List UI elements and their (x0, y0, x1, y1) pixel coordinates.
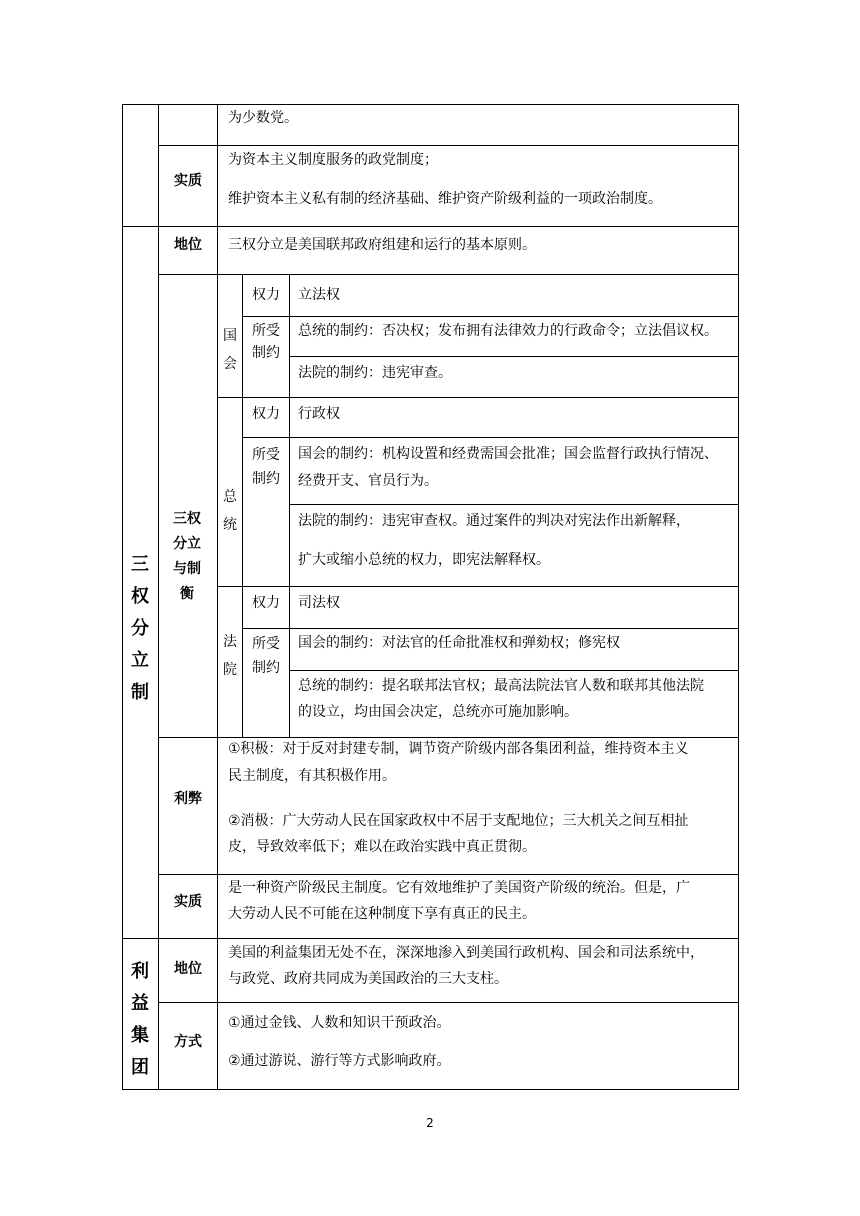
court-check-1: 国会的制约：对法官的任命批准权和弹劾权；修宪权 (298, 635, 620, 651)
court-power-cell (289, 586, 739, 629)
separation-essence-label: 实质 (174, 894, 202, 910)
court-name: 法院 (223, 634, 237, 678)
congress-check-1: 总统的制约：否决权；发布拥有法律效力的行政命令；立法倡议权。 (298, 323, 718, 339)
party-essence-line-2: 维护资本主义私有制的经济基础、维护资产阶级利益的一项政治制度。 (228, 191, 662, 207)
separation-essence-line-1: 是一种资产阶级民主制度。它有效地维护了美国资产阶级的统治。但是，广 (228, 880, 690, 896)
separation-position-label: 地位 (174, 237, 202, 253)
congress-name: 国会 (223, 328, 237, 372)
president-checked-label: 所受制约 (252, 447, 280, 487)
party-section-title-cell (122, 104, 159, 227)
pros-cons-line-1: ①积极：对于反对封建专制，调节资产阶级内部各集团利益，维持资本主义 (228, 741, 689, 757)
separation-title: 三权分立制 (131, 554, 149, 703)
interest-position-label: 地位 (174, 961, 202, 977)
congress-power-cell (289, 274, 739, 317)
page-number: 2 (426, 1116, 434, 1130)
court-power: 司法权 (298, 595, 340, 611)
checks-label: 三权分立与制衡 (173, 511, 201, 602)
congress-checked-label: 所受制约 (252, 323, 280, 361)
separation-essence-line-2: 大劳动人民不可能在这种制度下享有真正的民主。 (228, 906, 536, 922)
president-check-2-line-1: 法院的制约：违宪审查权。通过案件的判决对宪法作出新解释， (298, 513, 690, 529)
court-power-label: 权力 (252, 595, 280, 611)
interest-groups-title: 利益集团 (131, 961, 149, 1078)
court-checked-label: 所受制约 (252, 636, 280, 676)
court-check-2-line-2: 的设立，均由国会决定，总统亦可施加影响。 (298, 704, 578, 720)
president-check-2-line-2: 扩大或缩小总统的权力，即宪法解释权。 (298, 552, 550, 568)
president-name: 总统 (223, 489, 237, 533)
congress-power: 立法权 (298, 287, 340, 303)
pros-cons-line-4: 皮，导致效率低下；难以在政治实践中真正贯彻。 (228, 839, 536, 855)
interest-position-line-2: 与政党、政府共同成为美国政治的三大支柱。 (228, 971, 508, 987)
pros-cons-line-2: 民主制度，有其积极作用。 (228, 768, 396, 784)
separation-position-text: 三权分立是美国联邦政府组建和运行的基本原则。 (228, 237, 536, 253)
president-power: 行政权 (298, 406, 340, 422)
court-check-2-line-1: 总统的制约：提名联邦法官权；最高法院法官人数和联邦其他法院 (298, 678, 704, 694)
president-power-label: 权力 (252, 406, 280, 422)
congress-power-label: 权力 (252, 287, 280, 303)
party-essence-line-1: 为资本主义制度服务的政党制度； (228, 152, 438, 168)
party-row1-text: 为少数党。 (228, 110, 298, 126)
president-check-1-line-1: 国会的制约：机构设置和经费需国会批准；国会监督行政执行情况、 (298, 446, 718, 462)
interest-position-line-1: 美国的利益集团无处不在，深深地渗入到美国行政机构、国会和司法系统中， (228, 945, 704, 961)
interest-methods-line-1: ①通过金钱、人数和知识干预政治。 (228, 1015, 451, 1031)
president-check-1-line-2: 经费开支、官员行为。 (298, 473, 438, 489)
pros-cons-label: 利弊 (174, 791, 202, 807)
pros-cons-line-3: ②消极：广大劳动人民在国家政权中不居于支配地位；三大机关之间互相扯 (228, 813, 689, 829)
interest-methods-label: 方式 (174, 1034, 202, 1050)
interest-methods-line-2: ②通过游说、游行等方式影响政府。 (228, 1053, 451, 1069)
congress-check-2-text: 法院的制约：违宪审查。 (298, 365, 452, 381)
party-essence-label: 实质 (174, 173, 202, 189)
president-power-cell (289, 397, 739, 438)
party-row1-label-cell (158, 104, 218, 146)
checks-label-cell (158, 274, 218, 738)
